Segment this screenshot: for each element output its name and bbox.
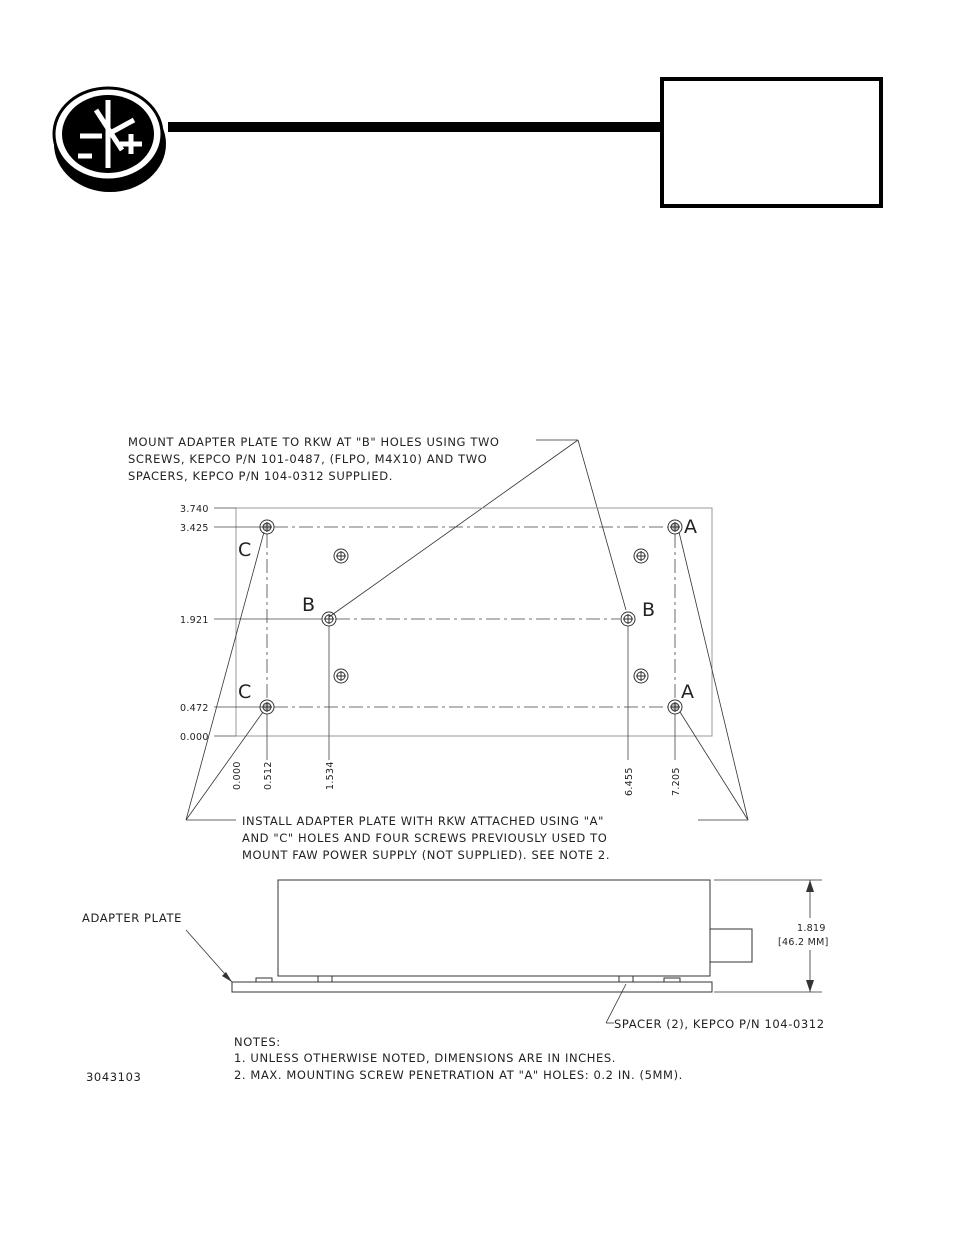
callout-line: SPACERS, KEPCO P/N 104-0312 SUPPLIED.	[128, 469, 393, 483]
hole-a-bottom	[668, 700, 682, 714]
adapter-plate-label: ADAPTER PLATE	[82, 911, 182, 925]
dim-label-x-1-534: 1.534	[325, 761, 336, 790]
hole-label-b-left: B	[302, 594, 316, 616]
hole-b-left	[322, 612, 336, 626]
plate-outline	[236, 508, 712, 736]
callout-line: MOUNT FAW POWER SUPPLY (NOT SUPPLIED). SEE NOTE 2.	[242, 848, 611, 862]
dim-label-3-425: 3.425	[180, 523, 209, 534]
hole-label-b-right: B	[642, 599, 656, 621]
hole-c-top	[260, 520, 274, 534]
height-dim-inches: 1.819	[797, 923, 826, 934]
hole-plate	[334, 549, 348, 563]
dim-label-x-0-000: 0.000	[232, 761, 243, 790]
callout-line: SCREWS, KEPCO P/N 101-0487, (FLPO, M4X10) AND TWO	[128, 452, 488, 466]
dim-label-3-740: 3.740	[180, 504, 209, 515]
dim-label-0-472: 0.472	[180, 703, 209, 714]
spacer-label: SPACER (2), KEPCO P/N 104-0312	[614, 1017, 825, 1031]
hole-plate	[334, 669, 348, 683]
hole-c-bottom	[260, 700, 274, 714]
notes-block	[234, 1035, 683, 1082]
note-item: 1. UNLESS OTHERWISE NOTED, DIMENSIONS ARE IN INCHES.	[234, 1051, 617, 1065]
hole-label-a-top: A	[684, 516, 697, 538]
hole-label-c-bottom: C	[238, 681, 252, 703]
callout-line: INSTALL ADAPTER PLATE WITH RKW ATTACHED USING "A"	[242, 814, 604, 828]
callout-line: MOUNT ADAPTER PLATE TO RKW AT "B" HOLES USING TWO	[128, 435, 500, 449]
side-view	[232, 880, 752, 992]
hole-plate	[634, 669, 648, 683]
note-item: 2. MAX. MOUNTING SCREW PENETRATION AT "A" HOLES: 0.2 IN. (5MM).	[234, 1068, 683, 1082]
height-dim-mm: [46.2 MM]	[778, 937, 829, 948]
notes-heading: NOTES:	[234, 1035, 281, 1049]
hole-label-a-bottom: A	[681, 681, 694, 703]
dim-label-x-6-455: 6.455	[624, 767, 635, 796]
dim-label-1-921: 1.921	[180, 615, 209, 626]
hole-plate	[634, 549, 648, 563]
mount-adapter-callout	[128, 435, 500, 483]
install-adapter-callout	[242, 814, 610, 862]
callout-line: AND "C" HOLES AND FOUR SCREWS PREVIOUSLY USED TO	[242, 831, 608, 845]
hole-a-top	[668, 520, 682, 534]
hole-label-c-top: C	[238, 539, 252, 561]
dim-label-x-7-205: 7.205	[671, 767, 682, 796]
hole-b-right	[621, 612, 635, 626]
dim-label-x-0-512: 0.512	[263, 761, 274, 790]
drawing-number: 3043103	[86, 1070, 142, 1084]
dim-label-0-000: 0.000	[180, 732, 209, 743]
